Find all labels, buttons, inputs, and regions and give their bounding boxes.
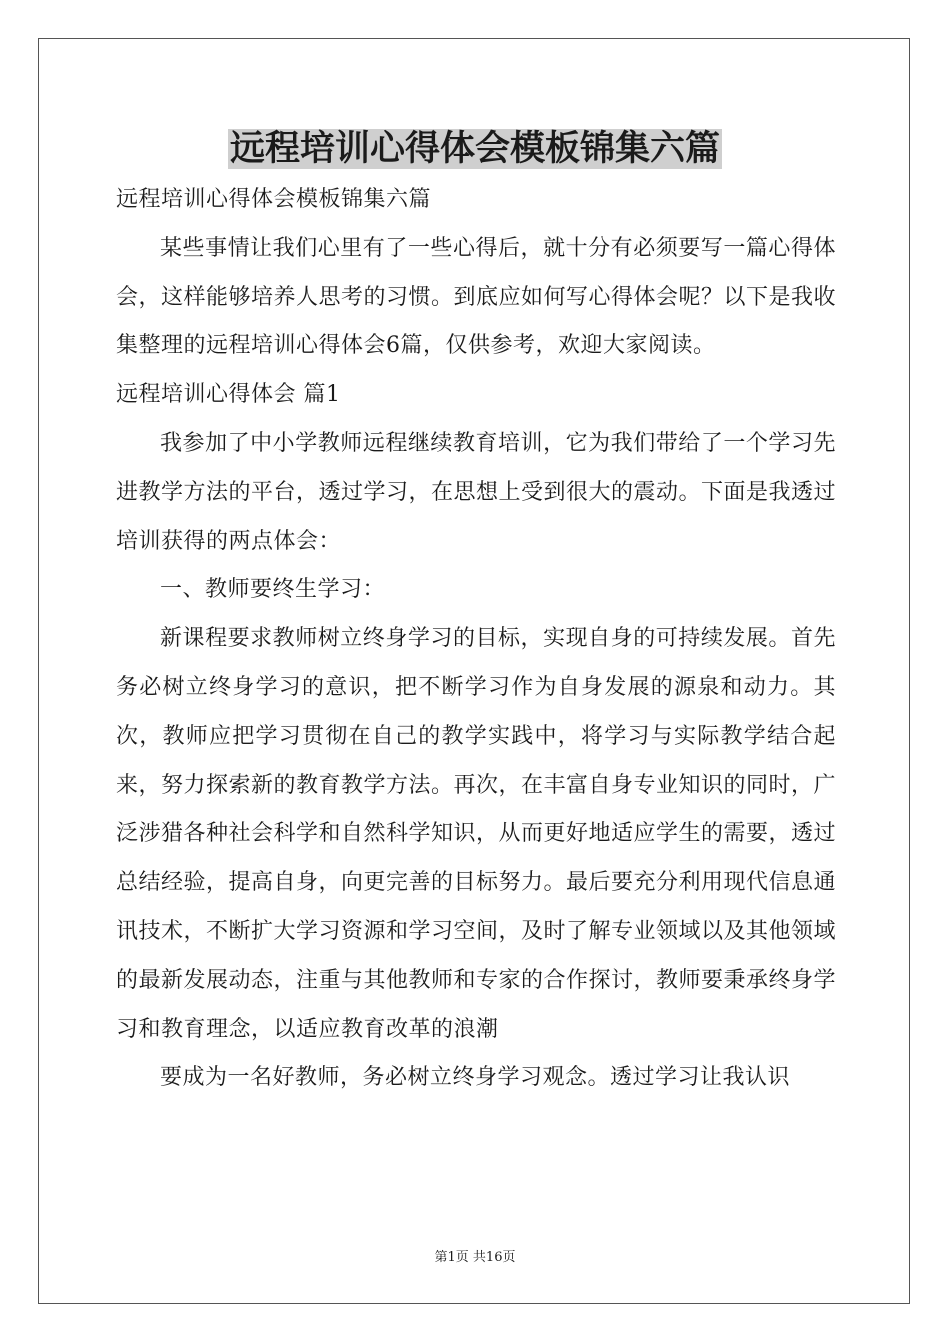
document-body (116, 176, 836, 1103)
paragraph: 远程培训心得体会 篇1 (116, 382, 341, 408)
paragraph: 我参加了中小学教师远程继续教育培训，它为我们带给了一个学习先进教学方法的平台，透过学习，在思想上受到很大的震动。下面是我透过培训获得的两点体会： (116, 430, 837, 554)
paragraph: 某些事情让我们心里有了一些心得后，就十分有必须要写一篇心得体会，这样能够培养人思考的习惯。到底应如何写心得体会呢？以下是我收集整理的远程培训心得体会6篇，仅供参考，欢迎大家阅读。 (116, 235, 837, 359)
document-title-text: 远程培训心得体会模板锦集六篇 (229, 129, 720, 169)
page-footer: 第1页 共16页 (434, 1250, 516, 1265)
document-title (0, 125, 950, 173)
paragraph: 一、教师要终生学习： (160, 577, 386, 603)
paragraph: 要成为一名好教师，务必树立终身学习观念。透过学习让我认识 (160, 1065, 791, 1091)
paragraph: 远程培训心得体会模板锦集六篇 (116, 187, 432, 212)
paragraph: 新课程要求教师树立终身学习的目标，实现自身的可持续发展。首先务必树立终身学习的意识，把不断学习作为自身发展的源泉和动力。其次，教师应把学习贯彻在自己的教学实践中，将学习与实际教学结合起来，努力探索新的教育教学方法。再次，在丰富自身专业知识的同时，广泛涉猎各种社会科学和自然科学知识，从而更好地适应学生的需要，透过总结经验，提高自身，向更完善的目标努力。最后要充分利用现代信息通讯技术，不断扩大学习资源和学习空间，及时了解专业领域以及其他领域的最新发展动态，注重与其他教师和专家的合作探讨，教师要秉承终身学习和教育理念，以适应教育改革的浪潮 (116, 626, 837, 1042)
